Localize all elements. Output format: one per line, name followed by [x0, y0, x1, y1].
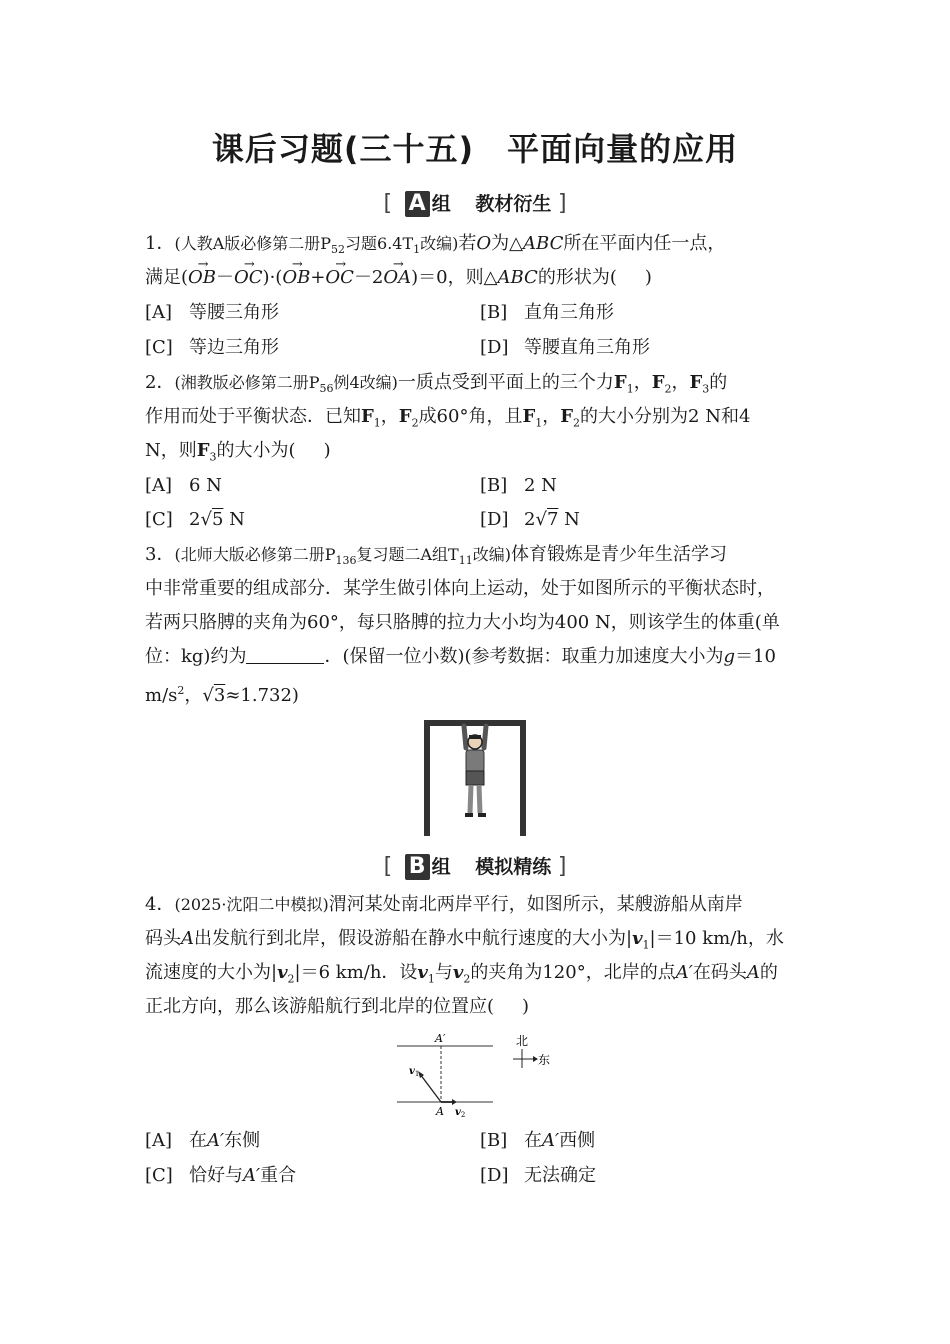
group-a-letter: A	[405, 191, 430, 217]
v1-arrow	[420, 1074, 441, 1102]
sqrt-icon: √	[535, 509, 547, 530]
label-a: A	[436, 1105, 444, 1118]
q2-option-a[interactable]: [A] 6 N	[145, 475, 222, 496]
answer-blank[interactable]	[246, 645, 324, 664]
q4-line-4: 正北方向，那么该游船航行到北岸的位置应( )	[145, 996, 530, 1017]
q3-line-1: 3．(北师大版必修第二册$P_{136}$复习题二A组$T_{11}$改编)体育锻炼是青少年生活学习	[145, 544, 727, 568]
q2-option-d[interactable]: [D] 2√7 N	[480, 509, 580, 530]
label-a-prime: A′	[435, 1032, 446, 1045]
q3-line-3: 若两只胳膊的夹角为60°，每只胳膊的拉力大小均为400 N，则该学生的体重(单	[145, 612, 780, 633]
right-post	[520, 720, 526, 836]
q2-option-b[interactable]: [B] 2 N	[480, 475, 557, 496]
q4-option-a[interactable]: [A] 在A′东侧	[145, 1130, 261, 1151]
vector-oa: → OA	[383, 266, 411, 290]
left-post	[424, 720, 430, 836]
svg-text:北: 北	[516, 1034, 529, 1048]
q4-option-b[interactable]: [B] 在A′西侧	[480, 1130, 596, 1151]
group-b-letter: B	[405, 854, 430, 880]
v2-arrowhead	[452, 1099, 457, 1105]
q1-option-b[interactable]: [B] 直角三角形	[480, 302, 614, 323]
q2-option-c[interactable]: [C] 2√5 N	[145, 509, 245, 530]
q2-line-3: N，则$F_3$的大小为( )	[145, 440, 331, 464]
svg-text:东: 东	[538, 1053, 551, 1067]
pull-up-figure	[420, 718, 530, 838]
vector-ob: → OB	[188, 266, 216, 290]
group-b-name: 模拟精练	[475, 856, 552, 878]
river-figure	[395, 1028, 565, 1120]
q1-line-1: 1．(人教A版必修第二册$P_{52}$习题$6.4T_1$改编)若O为△ABC所在平面内任一点，	[145, 233, 726, 257]
horizontal-bar	[424, 720, 526, 726]
vector-ob: → OB	[282, 266, 310, 290]
sqrt-icon: √	[202, 685, 214, 706]
q4-option-d[interactable]: [D] 无法确定	[480, 1165, 596, 1186]
q4-line-2: 码头A出发航行到北岸，假设游船在静水中航行速度的大小为$|v_1|=10$ km/h，水	[145, 928, 784, 952]
student-icon	[464, 726, 486, 817]
q1-option-d[interactable]: [D] 等腰直角三角形	[480, 337, 650, 358]
compass-icon	[513, 1034, 550, 1068]
q3-line-2: 中非常重要的组成部分．某学生做引体向上运动，处于如图所示的平衡状态时，	[145, 578, 775, 599]
label-v2: $v_2$	[455, 1107, 466, 1119]
vector-oc: → OC	[234, 266, 263, 290]
label-v1: $v_1$	[409, 1066, 420, 1078]
group-a-name: 教材衍生	[475, 193, 552, 215]
q1-line-2: 满足(→ OB－→ OC)·(→ OB+→ OC－2→ OA)＝0，则△ABC的形状为( )	[145, 266, 815, 290]
group-b-header: [ B 组 模拟精练 ]	[383, 854, 567, 879]
sqrt-icon: √	[200, 509, 212, 530]
page-title: 课后习题(三十五) 平面向量的应用	[211, 130, 739, 168]
q2-line-1: 2．(湘教版必修第二册$P_{56}$例4改编)一质点受到平面上的三个力$F_1$，$F_2$，$F_3$的	[145, 372, 728, 396]
q4-option-c[interactable]: [C] 恰好与A′重合	[145, 1165, 297, 1186]
q3-line-4: 位：kg)约为 ．(保留一位小数)(参考数据：取重力加速度大小为g＝10	[145, 646, 776, 667]
q3-line-5: $m/s^2$，√3≈1.732)	[145, 684, 299, 706]
q1-option-a[interactable]: [A] 等腰三角形	[145, 302, 279, 323]
q4-line-1: 4．(2025·沈阳二中模拟)渭河某处南北两岸平行，如图所示，某艘游船从南岸	[145, 894, 743, 915]
group-a-header: [ A 组 教材衍生 ]	[383, 191, 567, 216]
vector-oc: → OC	[325, 266, 354, 290]
q4-line-3: 流速度的大小为$|v_2|=6$ km/h．设$v_1$与$v_2$的夹角为120°，北岸的点A′在码头A的	[145, 962, 778, 986]
q2-line-2: 作用而处于平衡状态．已知$F_1$，$F_2$成60°角，且$F_1$，$F_2$的大小分别为2 N和4	[145, 406, 751, 430]
q1-option-c[interactable]: [C] 等边三角形	[145, 337, 279, 358]
